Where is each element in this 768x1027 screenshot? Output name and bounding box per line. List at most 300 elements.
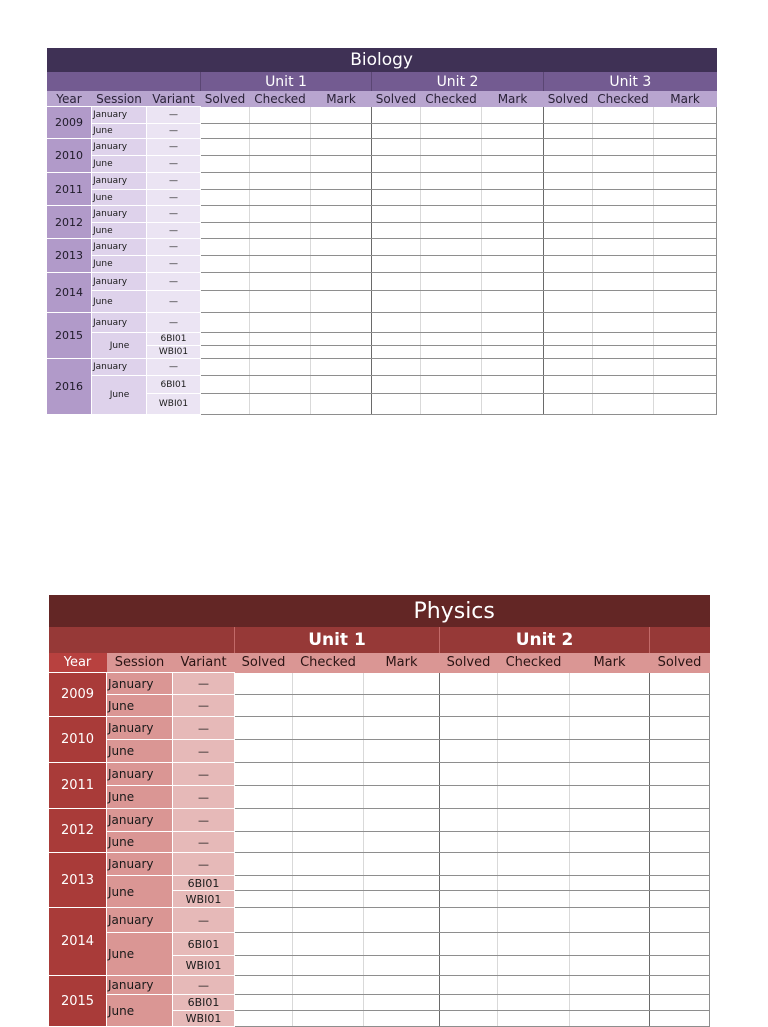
mark-cell[interactable] [570,695,650,717]
solved-cell[interactable] [201,346,250,359]
solved-cell[interactable] [201,107,250,124]
solved-cell[interactable] [544,190,593,206]
mark-cell[interactable] [654,256,717,273]
checked-cell[interactable] [593,190,654,206]
mark-cell[interactable] [654,223,717,239]
checked-cell[interactable] [498,786,570,809]
mark-cell[interactable] [311,206,372,223]
solved-cell[interactable] [440,786,498,809]
solved-cell[interactable] [201,359,250,376]
checked-cell[interactable] [593,139,654,156]
solved-cell[interactable] [650,876,710,891]
solved-cell[interactable] [372,139,421,156]
solved-cell[interactable] [235,933,293,956]
checked-cell[interactable] [498,956,570,976]
mark-cell[interactable] [364,786,440,809]
solved-cell[interactable] [372,206,421,223]
solved-cell[interactable] [372,273,421,291]
mark-cell[interactable] [570,891,650,908]
solved-cell[interactable] [372,190,421,206]
checked-cell[interactable] [421,394,482,415]
solved-cell[interactable] [235,763,293,786]
solved-cell[interactable] [440,933,498,956]
solved-cell[interactable] [201,223,250,239]
checked-cell[interactable] [421,291,482,313]
mark-cell[interactable] [364,956,440,976]
mark-cell[interactable] [570,853,650,876]
variant-cell: 6BI01 [173,995,235,1011]
checked-cell[interactable] [593,359,654,376]
solved-cell[interactable] [235,908,293,933]
solved-cell[interactable] [440,809,498,832]
checked-cell[interactable] [593,376,654,394]
mark-cell[interactable] [482,313,544,333]
checked-cell[interactable] [293,908,364,933]
solved-cell[interactable] [650,853,710,876]
checked-cell[interactable] [593,291,654,313]
checked-cell[interactable] [250,206,311,223]
checked-cell[interactable] [421,190,482,206]
mark-cell[interactable] [570,995,650,1011]
solved-cell[interactable] [201,256,250,273]
solved-cell[interactable] [201,124,250,139]
checked-cell[interactable] [593,223,654,239]
checked-cell[interactable] [498,891,570,908]
mark-cell[interactable] [364,853,440,876]
solved-cell[interactable] [201,333,250,346]
solved-cell[interactable] [235,976,293,995]
solved-cell[interactable] [201,376,250,394]
solved-cell[interactable] [440,891,498,908]
variant-cell: — [147,206,201,223]
checked-cell[interactable] [498,853,570,876]
checked-cell[interactable] [593,273,654,291]
checked-cell[interactable] [293,876,364,891]
biology-header-solved: Solved [372,91,421,107]
checked-cell[interactable] [498,673,570,695]
solved-cell[interactable] [650,717,710,740]
solved-cell[interactable] [372,394,421,415]
mark-cell[interactable] [482,291,544,313]
solved-cell[interactable] [650,976,710,995]
checked-cell[interactable] [293,1011,364,1027]
solved-cell[interactable] [440,853,498,876]
solved-cell[interactable] [544,156,593,173]
mark-cell[interactable] [570,786,650,809]
solved-cell[interactable] [201,139,250,156]
solved-cell[interactable] [201,156,250,173]
solved-cell[interactable] [372,173,421,190]
mark-cell[interactable] [364,673,440,695]
mark-cell[interactable] [364,695,440,717]
checked-cell[interactable] [293,976,364,995]
checked-cell[interactable] [293,853,364,876]
mark-cell[interactable] [654,359,717,376]
mark-cell[interactable] [482,394,544,415]
mark-cell[interactable] [311,359,372,376]
checked-cell[interactable] [250,223,311,239]
solved-cell[interactable] [544,206,593,223]
checked-cell[interactable] [421,206,482,223]
checked-cell[interactable] [293,809,364,832]
mark-cell[interactable] [364,1011,440,1027]
variant-cell: — [147,156,201,173]
mark-cell[interactable] [311,239,372,256]
mark-cell[interactable] [364,740,440,763]
solved-cell[interactable] [440,956,498,976]
mark-cell[interactable] [364,933,440,956]
mark-cell[interactable] [311,190,372,206]
mark-cell[interactable] [654,346,717,359]
checked-cell[interactable] [421,376,482,394]
checked-cell[interactable] [421,223,482,239]
mark-cell[interactable] [570,673,650,695]
physics-header-mark: Mark [364,653,440,673]
solved-cell[interactable] [372,346,421,359]
session-cell: June [92,124,147,139]
solved-cell[interactable] [650,763,710,786]
checked-cell[interactable] [498,933,570,956]
checked-cell[interactable] [250,256,311,273]
checked-cell[interactable] [250,173,311,190]
solved-cell[interactable] [440,763,498,786]
mark-cell[interactable] [570,717,650,740]
mark-cell[interactable] [482,156,544,173]
mark-cell[interactable] [654,291,717,313]
mark-cell[interactable] [364,832,440,853]
mark-cell[interactable] [654,156,717,173]
mark-cell[interactable] [570,740,650,763]
solved-cell[interactable] [650,956,710,976]
checked-cell[interactable] [421,346,482,359]
checked-cell[interactable] [593,156,654,173]
checked-cell[interactable] [593,239,654,256]
solved-cell[interactable] [440,908,498,933]
checked-cell[interactable] [293,956,364,976]
solved-cell[interactable] [235,717,293,740]
solved-cell[interactable] [650,740,710,763]
checked-cell[interactable] [293,695,364,717]
solved-cell[interactable] [650,786,710,809]
solved-cell[interactable] [650,832,710,853]
solved-cell[interactable] [440,673,498,695]
checked-cell[interactable] [593,124,654,139]
mark-cell[interactable] [311,139,372,156]
mark-cell[interactable] [364,976,440,995]
checked-cell[interactable] [250,239,311,256]
solved-cell[interactable] [372,376,421,394]
checked-cell[interactable] [593,256,654,273]
solved-cell[interactable] [544,313,593,333]
solved-cell[interactable] [372,291,421,313]
mark-cell[interactable] [482,346,544,359]
checked-cell[interactable] [250,156,311,173]
mark-cell[interactable] [570,832,650,853]
solved-cell[interactable] [235,673,293,695]
mark-cell[interactable] [482,376,544,394]
checked-cell[interactable] [250,190,311,206]
mark-cell[interactable] [364,995,440,1011]
mark-cell[interactable] [482,359,544,376]
mark-cell[interactable] [570,1011,650,1027]
checked-cell[interactable] [498,809,570,832]
solved-cell[interactable] [544,376,593,394]
solved-cell[interactable] [544,394,593,415]
solved-cell[interactable] [235,853,293,876]
mark-cell[interactable] [654,239,717,256]
checked-cell[interactable] [421,173,482,190]
mark-cell[interactable] [311,376,372,394]
checked-cell[interactable] [593,206,654,223]
solved-cell[interactable] [201,313,250,333]
mark-cell[interactable] [482,124,544,139]
solved-cell[interactable] [235,832,293,853]
checked-cell[interactable] [293,891,364,908]
mark-cell[interactable] [311,333,372,346]
mark-cell[interactable] [482,206,544,223]
table-row [49,933,710,956]
solved-cell[interactable] [544,291,593,313]
checked-cell[interactable] [421,273,482,291]
checked-cell[interactable] [421,107,482,124]
table-row [47,394,717,415]
solved-cell[interactable] [372,359,421,376]
checked-cell[interactable] [421,124,482,139]
solved-cell[interactable] [372,223,421,239]
solved-cell[interactable] [235,956,293,976]
checked-cell[interactable] [421,239,482,256]
solved-cell[interactable] [440,995,498,1011]
checked-cell[interactable] [250,124,311,139]
variant-cell: — [147,124,201,139]
solved-cell[interactable] [235,786,293,809]
solved-cell[interactable] [440,976,498,995]
mark-cell[interactable] [311,107,372,124]
year-cell: 2012 [49,809,107,853]
mark-cell[interactable] [364,763,440,786]
checked-cell[interactable] [250,346,311,359]
mark-cell[interactable] [482,333,544,346]
mark-cell[interactable] [654,107,717,124]
mark-cell[interactable] [364,717,440,740]
mark-cell[interactable] [654,206,717,223]
checked-cell[interactable] [498,695,570,717]
mark-cell[interactable] [482,139,544,156]
solved-cell[interactable] [201,394,250,415]
checked-cell[interactable] [421,156,482,173]
solved-cell[interactable] [544,239,593,256]
mark-cell[interactable] [311,156,372,173]
checked-cell[interactable] [593,313,654,333]
mark-cell[interactable] [570,908,650,933]
mark-cell[interactable] [311,346,372,359]
mark-cell[interactable] [654,173,717,190]
solved-cell[interactable] [650,1011,710,1027]
mark-cell[interactable] [570,933,650,956]
solved-cell[interactable] [235,891,293,908]
mark-cell[interactable] [311,273,372,291]
biology-header-row [47,91,717,107]
mark-cell[interactable] [311,291,372,313]
mark-cell[interactable] [364,876,440,891]
solved-cell[interactable] [544,359,593,376]
mark-cell[interactable] [570,976,650,995]
mark-cell[interactable] [311,256,372,273]
mark-cell[interactable] [364,908,440,933]
mark-cell[interactable] [311,394,372,415]
checked-cell[interactable] [293,717,364,740]
solved-cell[interactable] [440,832,498,853]
solved-cell[interactable] [650,673,710,695]
solved-cell[interactable] [201,206,250,223]
checked-cell[interactable] [250,273,311,291]
checked-cell[interactable] [593,173,654,190]
checked-cell[interactable] [250,291,311,313]
checked-cell[interactable] [498,717,570,740]
mark-cell[interactable] [482,173,544,190]
solved-cell[interactable] [235,1011,293,1027]
checked-cell[interactable] [498,876,570,891]
solved-cell[interactable] [440,740,498,763]
solved-cell[interactable] [235,809,293,832]
checked-cell[interactable] [293,995,364,1011]
checked-cell[interactable] [293,673,364,695]
mark-cell[interactable] [654,333,717,346]
variant-cell: 6BI01 [147,376,201,394]
mark-cell[interactable] [482,107,544,124]
checked-cell[interactable] [250,376,311,394]
table-row [47,273,717,291]
checked-cell[interactable] [421,359,482,376]
table-row [47,359,717,376]
checked-cell[interactable] [293,832,364,853]
mark-cell[interactable] [654,376,717,394]
solved-cell[interactable] [544,346,593,359]
solved-cell[interactable] [544,107,593,124]
mark-cell[interactable] [570,763,650,786]
solved-cell[interactable] [650,933,710,956]
mark-cell[interactable] [654,273,717,291]
checked-cell[interactable] [593,346,654,359]
mark-cell[interactable] [311,173,372,190]
solved-cell[interactable] [440,695,498,717]
checked-cell[interactable] [250,394,311,415]
solved-cell[interactable] [372,313,421,333]
mark-cell[interactable] [311,313,372,333]
mark-cell[interactable] [654,190,717,206]
solved-cell[interactable] [235,695,293,717]
checked-cell[interactable] [498,908,570,933]
solved-cell[interactable] [201,190,250,206]
mark-cell[interactable] [482,190,544,206]
solved-cell[interactable] [201,273,250,291]
mark-cell[interactable] [364,891,440,908]
solved-cell[interactable] [235,740,293,763]
checked-cell[interactable] [293,786,364,809]
mark-cell[interactable] [311,223,372,239]
checked-cell[interactable] [250,313,311,333]
solved-cell[interactable] [201,173,250,190]
solved-cell[interactable] [372,156,421,173]
checked-cell[interactable] [250,107,311,124]
checked-cell[interactable] [498,995,570,1011]
solved-cell[interactable] [544,256,593,273]
solved-cell[interactable] [372,107,421,124]
checked-cell[interactable] [293,933,364,956]
solved-cell[interactable] [440,717,498,740]
solved-cell[interactable] [372,239,421,256]
solved-cell[interactable] [650,891,710,908]
biology-units-row [47,72,717,91]
solved-cell[interactable] [650,908,710,933]
checked-cell[interactable] [498,1011,570,1027]
checked-cell[interactable] [421,313,482,333]
solved-cell[interactable] [544,173,593,190]
mark-cell[interactable] [654,394,717,415]
mark-cell[interactable] [654,313,717,333]
mark-cell[interactable] [570,876,650,891]
checked-cell[interactable] [421,256,482,273]
solved-cell[interactable] [544,139,593,156]
mark-cell[interactable] [482,239,544,256]
checked-cell[interactable] [421,333,482,346]
solved-cell[interactable] [201,239,250,256]
checked-cell[interactable] [498,740,570,763]
checked-cell[interactable] [593,394,654,415]
solved-cell[interactable] [372,124,421,139]
checked-cell[interactable] [293,763,364,786]
solved-cell[interactable] [544,273,593,291]
solved-cell[interactable] [650,809,710,832]
checked-cell[interactable] [250,139,311,156]
solved-cell[interactable] [372,333,421,346]
solved-cell[interactable] [372,256,421,273]
checked-cell[interactable] [421,139,482,156]
mark-cell[interactable] [311,124,372,139]
checked-cell[interactable] [593,333,654,346]
checked-cell[interactable] [498,763,570,786]
mark-cell[interactable] [570,809,650,832]
solved-cell[interactable] [544,223,593,239]
solved-cell[interactable] [235,876,293,891]
mark-cell[interactable] [482,273,544,291]
mark-cell[interactable] [364,809,440,832]
mark-cell[interactable] [654,139,717,156]
checked-cell[interactable] [293,740,364,763]
checked-cell[interactable] [250,359,311,376]
checked-cell[interactable] [250,333,311,346]
checked-cell[interactable] [593,107,654,124]
checked-cell[interactable] [498,832,570,853]
mark-cell[interactable] [654,124,717,139]
solved-cell[interactable] [201,291,250,313]
mark-cell[interactable] [482,223,544,239]
solved-cell[interactable] [544,333,593,346]
session-cell: June [107,933,173,976]
solved-cell[interactable] [650,695,710,717]
mark-cell[interactable] [570,956,650,976]
solved-cell[interactable] [235,995,293,1011]
solved-cell[interactable] [650,995,710,1011]
table-row [47,173,717,190]
checked-cell[interactable] [498,976,570,995]
solved-cell[interactable] [440,876,498,891]
solved-cell[interactable] [440,1011,498,1027]
table-row [47,376,717,394]
table-row [49,908,710,933]
solved-cell[interactable] [544,124,593,139]
mark-cell[interactable] [482,256,544,273]
